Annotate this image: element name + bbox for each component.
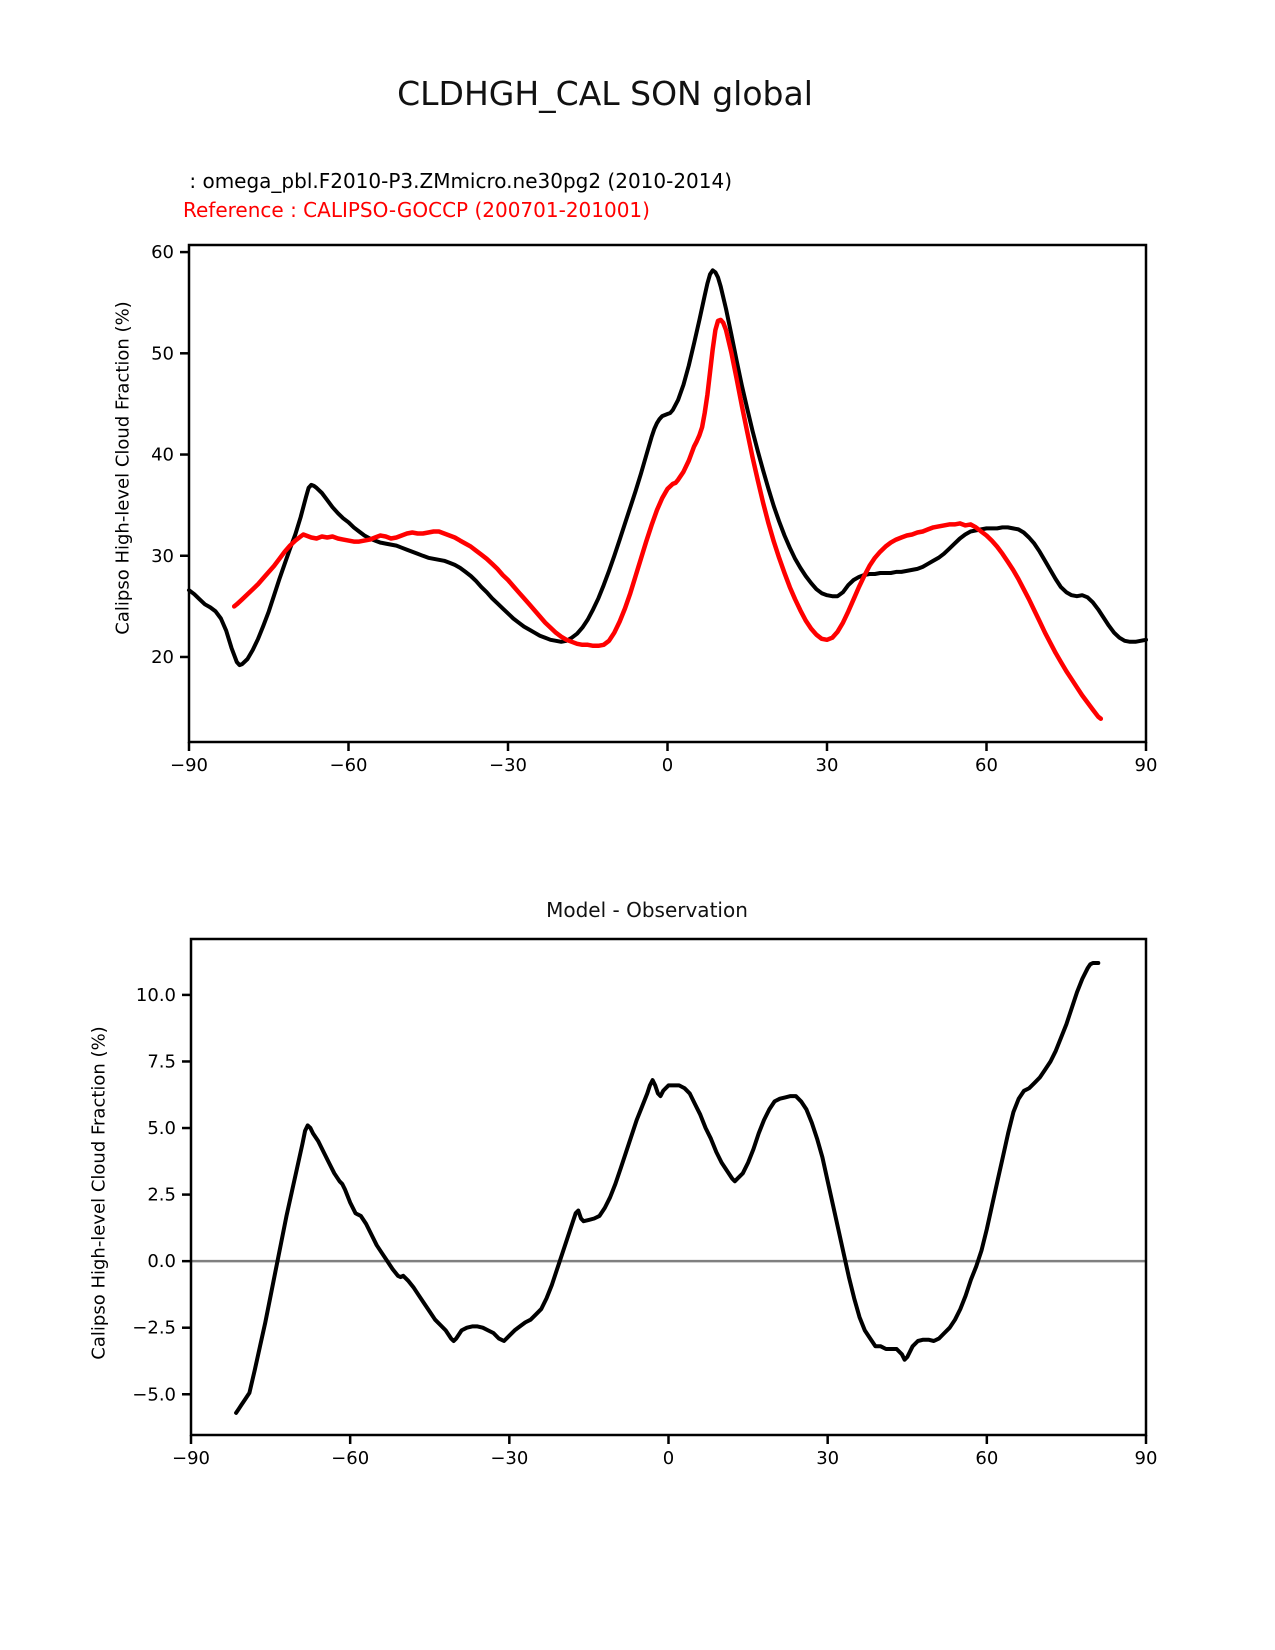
diff-y-tick-label: −2.5: [132, 1317, 176, 1339]
diff-x-tick-label: −30: [490, 1448, 529, 1469]
diff-x-tick-label: −90: [172, 1448, 210, 1469]
diff-x-tick-label: 0: [662, 1448, 675, 1469]
diff-y-tick-label: 7.5: [147, 1051, 176, 1073]
main-y-tick-label: 20: [151, 646, 174, 668]
bottom-chart-title: Model - Observation: [546, 898, 748, 922]
main-y-tick-label: 40: [151, 444, 174, 466]
diff-y-tick-label: 0.0: [147, 1251, 176, 1273]
diff-difference-line: [236, 963, 1098, 1413]
bottom-chart-y-axis-label: Calipso High-level Cloud Fraction (%): [88, 1026, 110, 1360]
main-reference-line: [234, 320, 1101, 719]
legend-reference-label: Reference : CALIPSO-GOCCP (200701-201001): [183, 198, 650, 222]
diff-plot-border: [191, 939, 1146, 1435]
main-x-tick-label: −90: [170, 755, 208, 776]
main-y-tick-label: 50: [151, 343, 174, 365]
main-x-tick-label: 90: [1134, 755, 1158, 776]
diff-x-tick-label: 30: [816, 1448, 840, 1469]
top-chart-y-axis-label: Calipso High-level Cloud Fraction (%): [112, 301, 134, 635]
page-title: CLDHGH_CAL SON global: [397, 74, 813, 113]
legend-model-label: : omega_pbl.F2010-P3.ZMmicro.ne30pg2 (2010-2014): [183, 169, 733, 193]
diff-y-tick-label: −5.0: [132, 1384, 176, 1406]
main-y-tick-label: 30: [151, 545, 174, 567]
main-plot-border: [189, 245, 1146, 742]
main-x-tick-label: −30: [489, 755, 527, 776]
main-x-tick-label: 30: [815, 755, 839, 776]
main-y-tick-label: 60: [151, 242, 174, 264]
main-x-tick-label: 60: [975, 755, 998, 776]
main-model-line: [189, 270, 1146, 665]
diff-y-tick-label: 10.0: [135, 984, 176, 1006]
diff-x-tick-label: 90: [1134, 1448, 1158, 1469]
diff-x-tick-label: 60: [975, 1448, 999, 1469]
diff-y-tick-label: 2.5: [147, 1184, 176, 1206]
diff-y-tick-label: 5.0: [147, 1118, 176, 1140]
diff-x-tick-label: −60: [331, 1448, 370, 1469]
main-x-tick-label: −60: [329, 755, 368, 776]
main-x-tick-label: 0: [661, 755, 674, 776]
